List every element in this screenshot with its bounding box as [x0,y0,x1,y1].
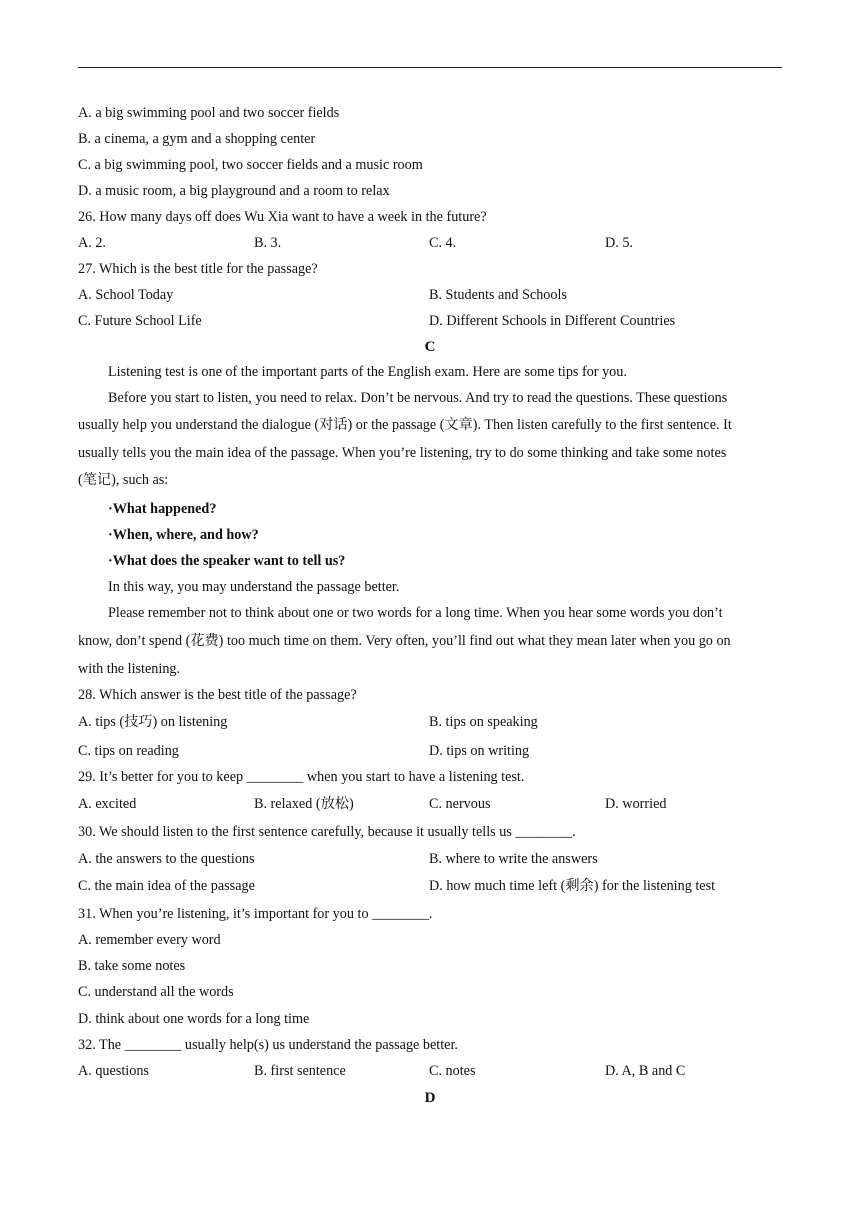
section-c-paragraph-2-line-4: (笔记), such as: [78,472,169,488]
q26-option-c: C. 4. [429,235,457,251]
q27-stem: 27. Which is the best title for the passage? [78,261,318,277]
section-c-bullet-1: ·What happened? [108,501,217,517]
q29-option-b: B. relaxed (放松) [254,796,354,812]
q31-option-a: A. remember every word [78,932,221,948]
q29-stem: 29. It’s better for you to keep ________ when you start to have a listening test. [78,769,525,785]
q28-option-d: D. tips on writing [429,743,530,759]
q26-option-a: A. 2. [78,235,106,251]
q28-stem: 28. Which answer is the best title of the passage? [78,687,357,703]
q26-option-d: D. 5. [605,235,633,251]
q25-option-d: D. a music room, a big playground and a room to relax [78,183,390,199]
q25-option-c: C. a big swimming pool, two soccer fields and a music room [78,157,423,173]
q30-option-c: C. the main idea of the passage [78,878,255,894]
q32-option-b: B. first sentence [254,1063,346,1079]
section-c-paragraph-2-line-2: usually help you understand the dialogue (对话) or the passage (文章). Then listen carefully to the first sentence. It [78,417,732,433]
q27-option-a: A. School Today [78,287,174,303]
section-d-heading: D [424,1090,436,1106]
q27-option-c: C. Future School Life [78,313,202,329]
q32-option-c: C. notes [429,1063,476,1079]
section-c-paragraph-4-line-1: Please remember not to think about one or two words for a long time. When you hear some words you don’t [108,605,723,621]
q25-option-a: A. a big swimming pool and two soccer fields [78,105,340,121]
q31-option-c: C. understand all the words [78,984,234,1000]
q32-option-d: D. A, B and C [605,1063,686,1079]
q28-option-c: C. tips on reading [78,743,179,759]
q29-option-a: A. excited [78,796,137,812]
q28-option-b: B. tips on speaking [429,714,538,730]
q32-option-a: A. questions [78,1063,149,1079]
section-c-paragraph-1: Listening test is one of the important parts of the English exam. Here are some tips for you. [108,364,627,380]
q30-option-d: D. how much time left (剩余) for the listening test [429,878,716,894]
q31-option-d: D. think about one words for a long time [78,1011,310,1027]
q29-option-d: D. worried [605,796,667,812]
q30-option-a: A. the answers to the questions [78,851,255,867]
q32-stem: 32. The ________ usually help(s) us understand the passage better. [78,1037,458,1053]
section-c-paragraph-4-line-2: know, don’t spend (花费) too much time on them. Very often, you’ll find out what they mean later when you go on [78,633,731,649]
q30-option-b: B. where to write the answers [429,851,598,867]
q30-stem: 30. We should listen to the first sentence carefully, because it usually tells us ________. [78,824,576,840]
section-c-bullet-2: ·When, where, and how? [108,527,259,543]
q31-stem: 31. When you’re listening, it’s important for you to ________. [78,906,433,922]
q31-option-b: B. take some notes [78,958,186,974]
section-c-heading: C [424,339,436,355]
q28-option-a: A. tips (技巧) on listening [78,714,228,730]
section-c-paragraph-2-line-3: usually tells you the main idea of the passage. When you’re listening, try to do some thinking and take some notes [78,445,727,461]
q27-option-b: B. Students and Schools [429,287,567,303]
section-c-paragraph-3: In this way, you may understand the passage better. [108,579,400,595]
section-c-paragraph-2-line-1: Before you start to listen, you need to relax. Don’t be nervous. And try to read the questions. These questions [108,390,728,406]
q27-option-d: D. Different Schools in Different Countries [429,313,676,329]
section-c-paragraph-4-line-3: with the listening. [78,661,181,677]
section-c-bullet-3: ·What does the speaker want to tell us? [108,553,346,569]
q26-stem: 26. How many days off does Wu Xia want to have a week in the future? [78,209,487,225]
header-rule [78,67,782,68]
q26-option-b: B. 3. [254,235,282,251]
q25-option-b: B. a cinema, a gym and a shopping center [78,131,316,147]
q29-option-c: C. nervous [429,796,491,812]
